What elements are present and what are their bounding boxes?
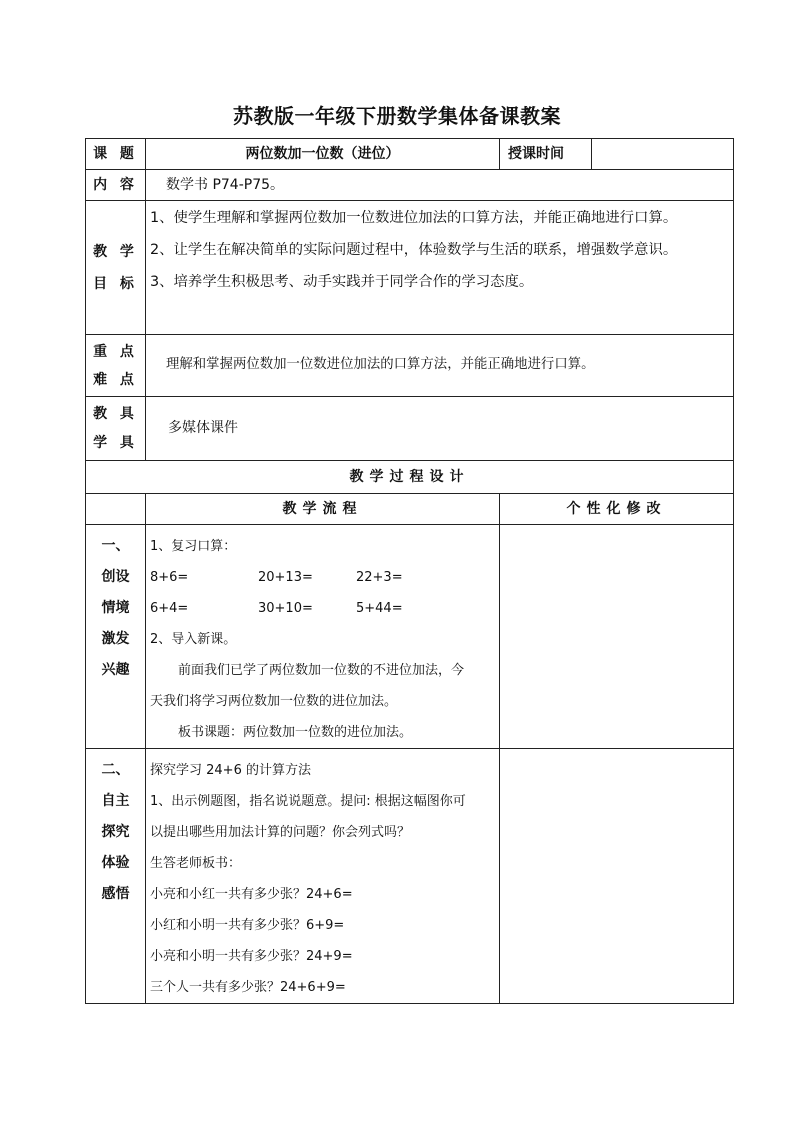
tools-label-line: 教 具 xyxy=(93,405,138,422)
content-row xyxy=(86,170,734,201)
goal-item: 1、使学生理解和掌握两位数加一位数进位加法的口算方法，并能正确地进行口算。 xyxy=(150,210,678,226)
process-header-row xyxy=(86,461,734,494)
step-label: 情境 xyxy=(101,600,130,616)
flow-header: 教学流程 xyxy=(146,494,500,525)
goal-item: 3、培养学生积极思考、动手实践并于同学合作的学习态度。 xyxy=(150,274,534,290)
topic-value: 两位数加一位数（进位） xyxy=(146,139,500,170)
goals-label xyxy=(86,201,146,335)
content-line: 小红和小明一共有多少张？6+9= xyxy=(150,918,345,933)
paragraph-line: 前面我们已学了两位数加一位数的不进位加法，今 xyxy=(178,663,465,678)
time-value xyxy=(592,139,734,170)
step1-modify-cell xyxy=(500,525,734,749)
columns-header-row xyxy=(86,494,734,525)
tools-value: 多媒体课件 xyxy=(146,397,734,461)
step-label: 体验 xyxy=(101,855,130,871)
tools-row xyxy=(86,397,734,461)
sum-item: 6+4= xyxy=(150,601,189,616)
key-label-line: 重 点 xyxy=(93,343,138,360)
document-title: 苏教版一年级下册数学集体备课教案 xyxy=(233,104,561,128)
step-label: 激发 xyxy=(101,631,130,647)
step2-row xyxy=(86,749,734,1004)
review-heading: 1、复习口算： xyxy=(150,539,237,554)
step-label: 感悟 xyxy=(101,886,130,902)
step1-labels xyxy=(86,525,146,749)
step1-content xyxy=(146,525,500,749)
process-header: 教学过程设计 xyxy=(86,461,734,494)
sums-row xyxy=(146,562,499,593)
sum-item: 30+10= xyxy=(258,601,313,616)
key-value: 理解和掌握两位数加一位数进位加法的口算方法，并能正确地进行口算。 xyxy=(146,335,734,397)
step-label: 创设 xyxy=(101,569,130,585)
topic-label: 课 题 xyxy=(86,139,146,170)
sums-row xyxy=(146,593,499,624)
goals-label-line: 教 学 xyxy=(93,243,138,260)
content-line: 1、出示例题图，指名说说题意。提问: 根据这幅图你可 xyxy=(150,794,466,809)
time-label: 授课时间 xyxy=(500,139,592,170)
step-label: 自主 xyxy=(101,793,130,809)
blank-header-cell xyxy=(86,494,146,525)
sum-item: 20+13= xyxy=(258,570,313,585)
key-label xyxy=(86,335,146,397)
board-title-line: 板书课题：两位数加一位数的进位加法。 xyxy=(178,725,413,740)
content-line: 以提出哪些用加法计算的问题？你会列式吗？ xyxy=(150,825,411,840)
goal-item: 2、让学生在解决简单的实际问题过程中，体验数学与生活的联系，增强数学意识。 xyxy=(150,242,678,258)
goals-cell xyxy=(146,201,734,335)
step-label: 探究 xyxy=(101,824,130,840)
content-line: 小亮和小明一共有多少张？24+9= xyxy=(150,949,353,964)
intro-heading: 2、导入新课。 xyxy=(150,632,237,647)
step2-modify-cell xyxy=(500,749,734,1004)
paragraph-line: 天我们将学习两位数加一位数的进位加法。 xyxy=(150,694,398,709)
goals-row xyxy=(86,201,734,335)
content-line: 探究学习 24+6 的计算方法 xyxy=(150,763,311,778)
lesson-plan-table xyxy=(85,138,734,1004)
sum-item: 8+6= xyxy=(150,570,189,585)
modify-header: 个性化修改 xyxy=(500,494,734,525)
key-row xyxy=(86,335,734,397)
step2-labels xyxy=(86,749,146,1004)
step2-content xyxy=(146,749,500,1004)
tools-label xyxy=(86,397,146,461)
step-label: 二、 xyxy=(101,762,130,778)
step1-row xyxy=(86,525,734,749)
content-value: 数学书 P74-P75。 xyxy=(146,170,734,201)
content-label: 内 容 xyxy=(86,170,146,201)
topic-row xyxy=(86,139,734,170)
sum-item: 22+3= xyxy=(356,570,403,585)
key-label-line: 难 点 xyxy=(93,371,138,388)
content-line: 三个人一共有多少张？24+6+9= xyxy=(150,980,346,995)
goals-label-line: 目 标 xyxy=(93,275,138,292)
content-line: 生答老师板书： xyxy=(150,856,242,871)
step-label: 一、 xyxy=(101,538,130,554)
step-label: 兴趣 xyxy=(101,662,130,678)
tools-label-line: 学 具 xyxy=(93,434,138,451)
sum-item: 5+44= xyxy=(356,601,403,616)
content-line: 小亮和小红一共有多少张？24+6= xyxy=(150,887,353,902)
